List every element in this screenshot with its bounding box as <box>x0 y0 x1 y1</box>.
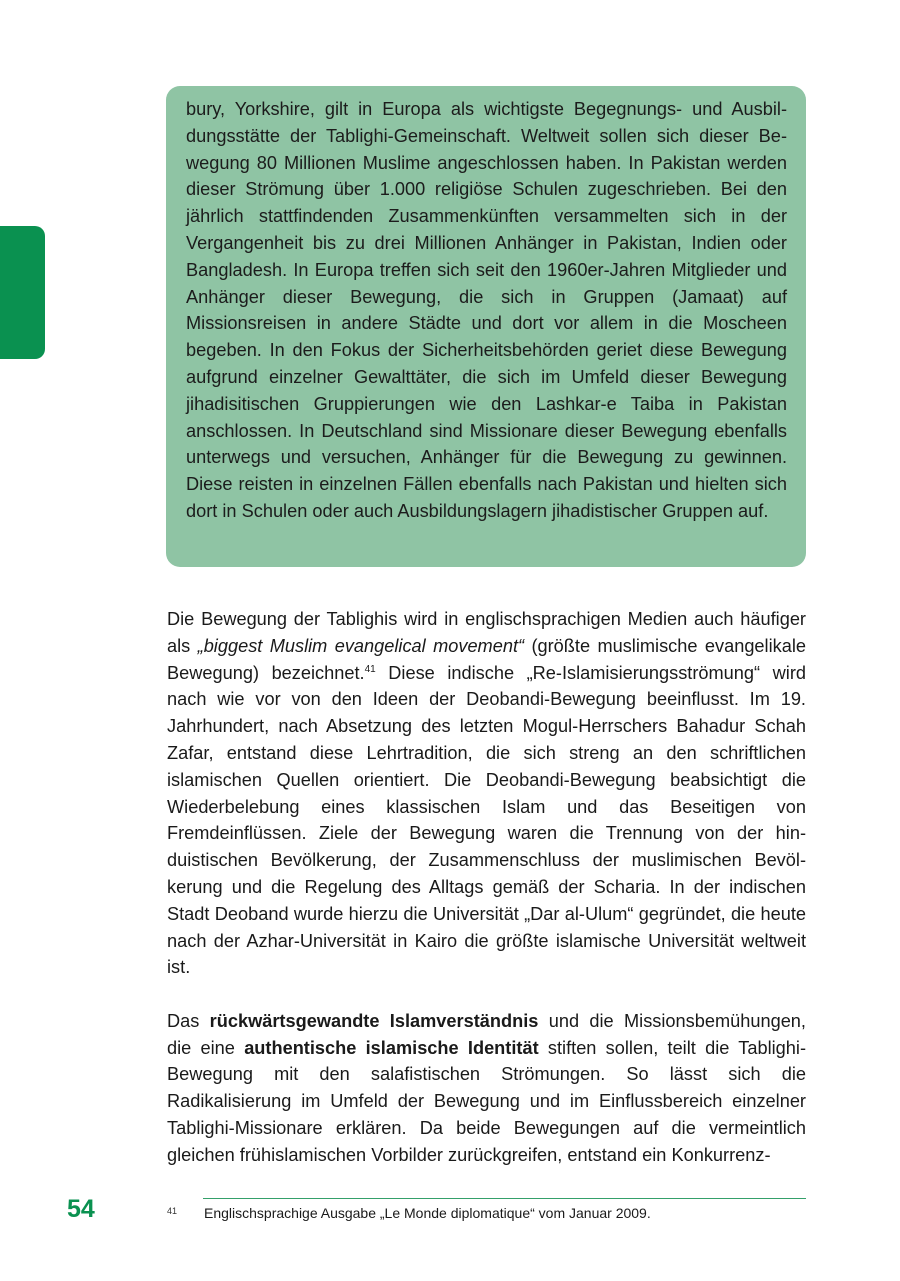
footnote-reference[interactable]: 41 <box>364 663 376 675</box>
footnote-number: 41 <box>167 1206 178 1216</box>
paragraph-2-text-a: Das <box>167 1010 210 1031</box>
paragraph-2-bold-b: authentische islamische Identität <box>244 1037 539 1058</box>
paragraph-2-text-b: und die Missionsbemühungen, die eine <box>167 1010 806 1058</box>
main-text <box>167 606 806 1169</box>
page-number: 54 <box>67 1195 95 1223</box>
paragraph-2-bold-a: rückwärtsgewandte Islamverständnis <box>209 1010 539 1031</box>
info-box-text: bury, Yorkshire, gilt in Europa als wichtigste Begegnungs- und Ausbildungsstätte der Tablighi-Gemeinschaft. Weltweit sollen sich dieser Bewegung 80 Millionen Muslime angeschlossen haben. In Pakistan werden dieser Strömung über 1.000 religiöse Schulen zugeschrieben. Bei den jährlich stattfindenden Zusammenkünften versammelten sich in der Vergangenheit bis zu drei Millionen Anhänger in Pakistan, Indien oder Bangladesh. In Europa treffen sich seit den 1960er-Jahren Mitglieder und Anhänger dieser Bewegung, die sich in Gruppen (Jamaat) auf Missionsreisen in andere Städte und dort vor allem in die Moscheen begeben. In den Fokus der Sicherheitsbehörden geriet diese Bewegung aufgrund einzelner Gewalttäter, die sich im Umfeld dieser Bewegung jihadisitischen Gruppierungen wie den Lashkar-e Taiba in Pakistan anschlossen. In Deutschland sind Missionare dieser Bewegung ebenfalls unterwegs und versuchen, Anhänger für die Bewegung zu gewinnen. Diese reisten in einzelnen Fällen ebenfalls nach Pakistan und hielten sich dort in Schulen oder auch Ausbildungslagern jihadistischer Gruppen auf. <box>186 99 787 521</box>
footnote-divider <box>203 1198 806 1199</box>
chapter-tab-marker <box>0 226 45 359</box>
paragraph-1 <box>167 606 806 981</box>
paragraph-2 <box>167 1008 806 1169</box>
paragraph-1-text-c: Diese indische „Re-Islamisierungsströmung“ wird nach wie vor von den Ideen der Deobandi-Bewegung beeinflusst. Im 19. Jahrhundert, nach Absetzung des letzten Mogul-Herrschers Bahadur Schah Zafar, entstand diese Lehrtradition, die sich streng an den schriftlichen islamischen Quellen orientiert. Die Deobandi-Bewegung beabsichtigt die Wiederbelebung eines klassischen Islam und das Beseitigen von Fremdeinflüssen. Ziele der Bewegung waren die Trennung von der hinduistischen Bevölkerung, der Zusammenschluss der muslimischen Bevölkerung und die Regelung des Alltags gemäß der Scharia. In der indischen Stadt Deoband wurde hierzu die Universität „Dar al-Ulum“ gegründet, die heute nach der Azhar-Universität in Kairo die größte islamische Universität weltweit ist. <box>167 662 806 978</box>
paragraph-1-text-b: (größte muslimische evangelikale Bewegung) bezeichnet. <box>167 635 806 683</box>
paragraph-1-italic-quote: „biggest Muslim evangelical movement“ <box>197 635 525 656</box>
info-box <box>166 86 806 567</box>
footnote-text: Englischsprachige Ausgabe „Le Monde diplomatique“ vom Januar 2009. <box>204 1205 651 1221</box>
paragraph-2-text-c: stiften sollen, teilt die Tablighi-Bewegung mit den salafistischen Strömungen. So lässt sich die Radikalisierung im Umfeld der Bewegung und im Einflussbereich einzelner Tablighi-Missionare erklären. Da beide Bewegungen auf die vermeintlich gleichen frühislamischen Vorbilder zurückgreifen, entstand ein Konkurrenz- <box>167 1037 807 1165</box>
paragraph-1-text-a: Die Bewegung der Tablighis wird in englischsprachigen Medien auch häufiger als <box>167 609 806 656</box>
